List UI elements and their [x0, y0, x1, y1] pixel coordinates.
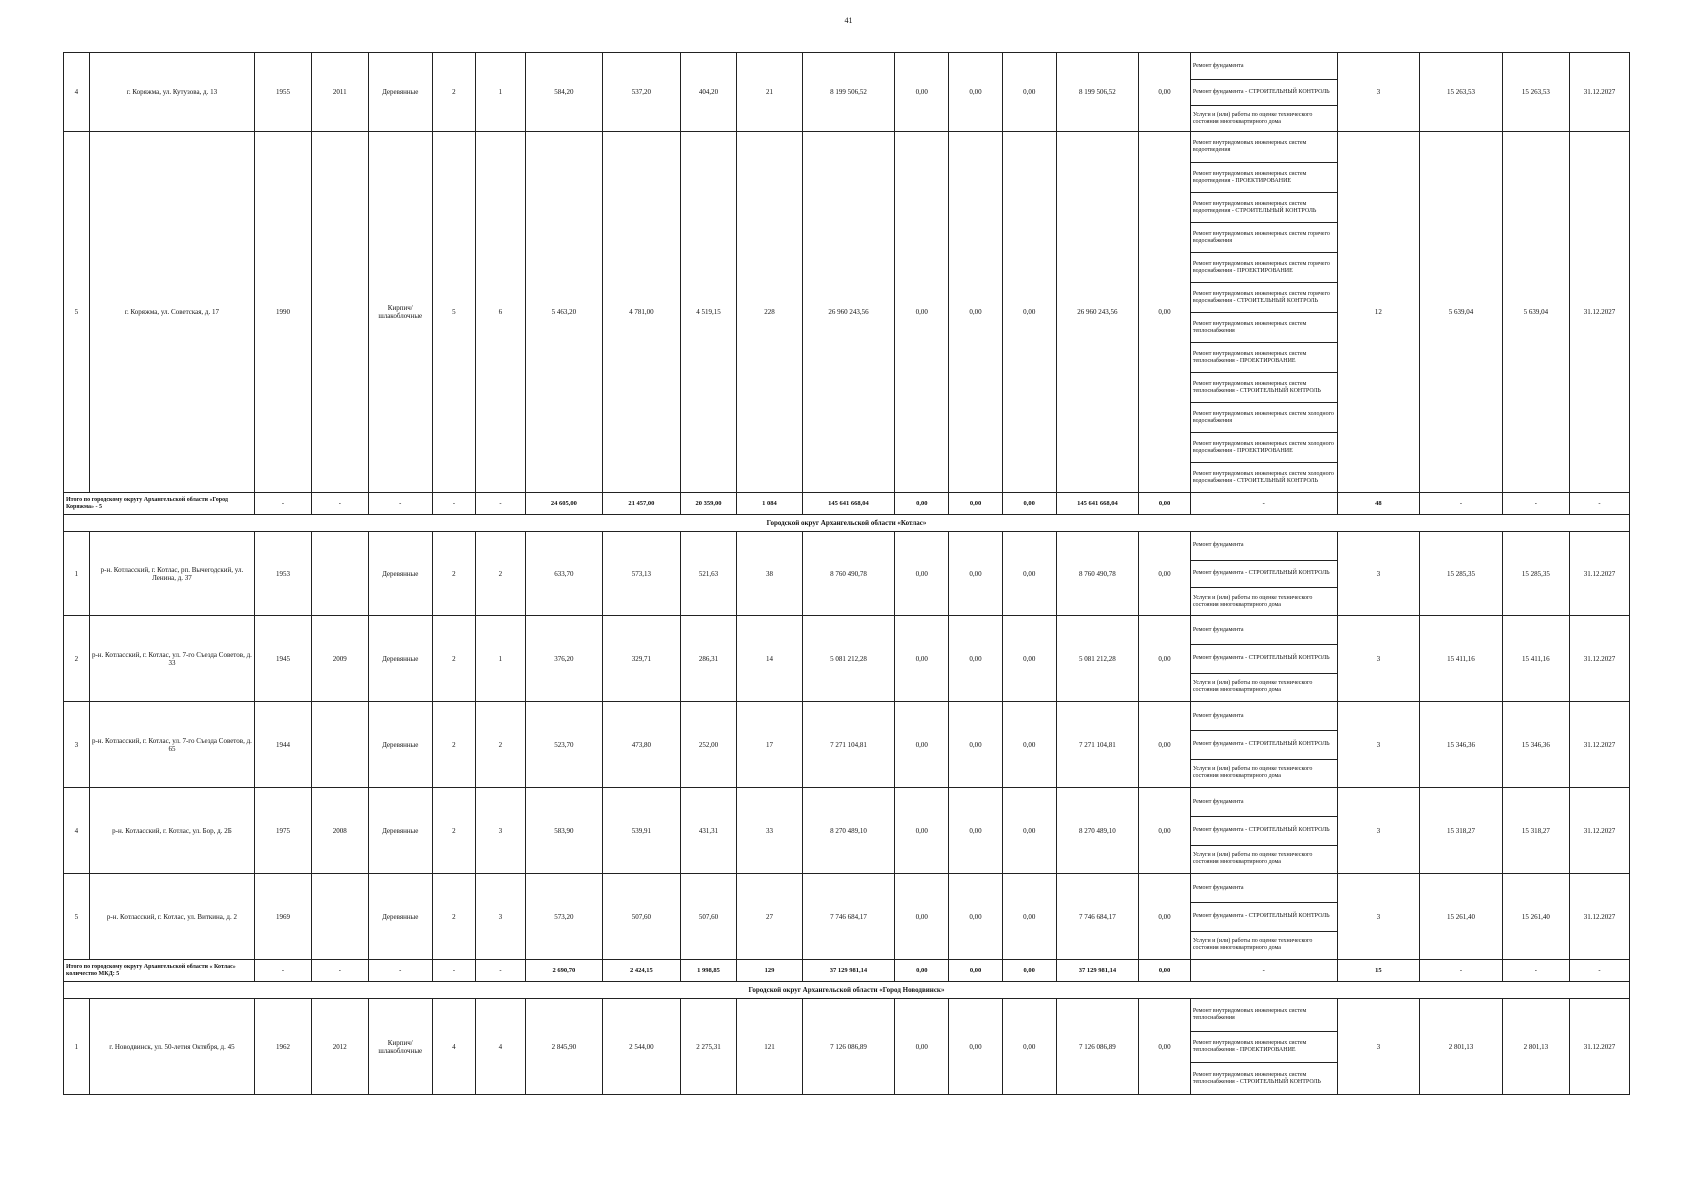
area-total: 2 845,90 [525, 999, 602, 1095]
deadline: 31.12.2027 [1569, 874, 1629, 960]
entrances: 3 [476, 788, 526, 874]
cost-limit: 5 639,04 [1502, 132, 1569, 493]
work-item: Ремонт внутридомовых инженерных систем теплоснабжения [1191, 312, 1337, 342]
work-count: 3 [1337, 532, 1420, 616]
cost-fund-2: 0,00 [949, 132, 1003, 493]
total-work-count: 48 [1337, 493, 1420, 515]
works-list-cell [1190, 53, 1337, 132]
cost-fund-1: 0,00 [895, 702, 949, 788]
year-renovated [311, 702, 368, 788]
total-row [64, 960, 1630, 982]
work-item: Услуги и (или) работы по оценке технического состояния многоквартирного дома [1191, 759, 1337, 787]
total-area-res: 1 998,85 [680, 960, 737, 982]
works-list [1191, 532, 1337, 615]
works-list-cell [1190, 132, 1337, 493]
works-list-cell [1190, 788, 1337, 874]
unit-cost: 15 346,36 [1420, 702, 1503, 788]
cost-fund-2: 0,00 [949, 788, 1003, 874]
cost-fund-3: 0,00 [1002, 532, 1056, 616]
empty-dash: - [476, 493, 526, 515]
work-item: Ремонт фундамента [1192, 884, 1244, 891]
total-label: Итого по городскому округу Архангельской области « Котлас» количество МКД: 5 [64, 960, 255, 982]
area-total: 584,20 [525, 53, 602, 132]
empty-dash: - [476, 960, 526, 982]
cost-total: 26 960 243,56 [802, 132, 895, 493]
deadline: 31.12.2027 [1569, 53, 1629, 132]
residents-count: 38 [737, 532, 802, 616]
work-item: Ремонт внутридомовых инженерных систем теплоснабжения - СТРОИТЕЛЬНЫЙ КОНТРОЛЬ [1191, 372, 1337, 402]
work-item: Ремонт внутридомовых инженерных систем горячего водоснабжения - СТРОИТЕЛЬНЫЙ КОНТРОЛЬ [1191, 282, 1337, 312]
work-item: Ремонт фундамента - СТРОИТЕЛЬНЫЙ КОНТРОЛЬ [1191, 79, 1337, 105]
cost-fund-4: 8 199 506,52 [1056, 53, 1139, 132]
work-item: Ремонт фундамента - СТРОИТЕЛЬНЫЙ КОНТРОЛЬ [1191, 644, 1337, 672]
year-renovated: 2012 [311, 999, 368, 1095]
work-item: Ремонт внутридомовых инженерных систем теплоснабжения - ПРОЕКТИРОВАНИЕ [1191, 342, 1337, 372]
entrances: 3 [476, 874, 526, 960]
total-c2: 0,00 [949, 960, 1003, 982]
area-total: 633,70 [525, 532, 602, 616]
work-item: Услуги и (или) работы по оценке технического состояния многоквартирного дома [1191, 845, 1337, 873]
cost-fund-3: 0,00 [1002, 788, 1056, 874]
work-item: Услуги и (или) работы по оценке технического состояния многоквартирного дома [1191, 931, 1337, 959]
cost-fund-5: 0,00 [1139, 999, 1191, 1095]
row-number: 4 [64, 788, 90, 874]
area-all-premises: 539,91 [603, 788, 680, 874]
cost-fund-1: 0,00 [895, 874, 949, 960]
table-row [64, 132, 1630, 493]
cost-limit: 2 801,13 [1502, 999, 1569, 1095]
empty-dash: - [1569, 960, 1629, 982]
work-item: Ремонт фундамента - СТРОИТЕЛЬНЫЙ КОНТРОЛЬ [1191, 902, 1337, 930]
row-number: 2 [64, 616, 90, 702]
residents-count: 27 [737, 874, 802, 960]
row-number: 1 [64, 532, 90, 616]
cost-total: 7 271 104,81 [802, 702, 895, 788]
cost-fund-4: 26 960 243,56 [1056, 132, 1139, 493]
cost-fund-2: 0,00 [949, 53, 1003, 132]
works-list [1191, 132, 1337, 492]
deadline: 31.12.2027 [1569, 616, 1629, 702]
work-item: Ремонт фундамента [1192, 542, 1244, 549]
floors: 2 [432, 53, 475, 132]
cost-total: 8 760 490,78 [802, 532, 895, 616]
cost-fund-5: 0,00 [1139, 874, 1191, 960]
empty-dash: - [1502, 493, 1569, 515]
total-area-all: 21 457,00 [603, 493, 680, 515]
floors: 2 [432, 532, 475, 616]
area-total: 583,90 [525, 788, 602, 874]
works-list [1191, 999, 1337, 1094]
total-c1: 0,00 [895, 493, 949, 515]
cost-fund-3: 0,00 [1002, 999, 1056, 1095]
area-all-premises: 329,71 [603, 616, 680, 702]
table-row [64, 532, 1630, 616]
floors: 4 [432, 999, 475, 1095]
entrances: 1 [476, 616, 526, 702]
area-residential: 431,31 [680, 788, 737, 874]
work-item: Услуги и (или) работы по оценке технического состояния многоквартирного дома [1191, 105, 1337, 131]
total-cost-total: 37 129 981,14 [802, 960, 895, 982]
work-count: 3 [1337, 999, 1420, 1095]
work-item: Ремонт внутридомовых инженерных систем водоотведения [1192, 140, 1307, 153]
total-c3: 0,00 [1002, 493, 1056, 515]
residents-count: 14 [737, 616, 802, 702]
total-row [64, 493, 1630, 515]
wall-material: Деревянные [368, 702, 432, 788]
entrances: 1 [476, 53, 526, 132]
unit-cost: 2 801,13 [1420, 999, 1503, 1095]
area-residential: 521,63 [680, 532, 737, 616]
work-item: Ремонт внутридомовых инженерных систем горячего водоснабжения - ПРОЕКТИРОВАНИЕ [1191, 252, 1337, 282]
work-item: Ремонт внутридомовых инженерных систем теплоснабжения - ПРОЕКТИРОВАНИЕ [1191, 1031, 1337, 1063]
work-item: Ремонт внутридомовых инженерных систем водоотведения - ПРОЕКТИРОВАНИЕ [1191, 162, 1337, 192]
work-item: Ремонт внутридомовых инженерных систем холодного водоснабжения - ПРОЕКТИРОВАНИЕ [1191, 432, 1337, 462]
work-item: Ремонт фундамента [1192, 62, 1244, 69]
cost-fund-5: 0,00 [1139, 132, 1191, 493]
wall-material: Деревянные [368, 532, 432, 616]
cost-fund-3: 0,00 [1002, 616, 1056, 702]
floors: 2 [432, 788, 475, 874]
residents-count: 228 [737, 132, 802, 493]
wall-material: Деревянные [368, 874, 432, 960]
work-count: 3 [1337, 702, 1420, 788]
cost-fund-5: 0,00 [1139, 702, 1191, 788]
floors: 5 [432, 132, 475, 493]
work-item: Ремонт внутридомовых инженерных систем холодного водоснабжения - СТРОИТЕЛЬНЫЙ КОНТРОЛЬ [1191, 462, 1337, 492]
wall-material: Деревянные [368, 616, 432, 702]
page-number: 41 [844, 16, 853, 25]
cost-fund-4: 7 126 086,89 [1056, 999, 1139, 1095]
work-count: 12 [1337, 132, 1420, 493]
entrances: 2 [476, 702, 526, 788]
work-count: 3 [1337, 53, 1420, 132]
work-item: Услуги и (или) работы по оценке технического состояния многоквартирного дома [1191, 673, 1337, 701]
unit-cost: 15 261,40 [1420, 874, 1503, 960]
total-area-total: 2 690,70 [525, 960, 602, 982]
empty-dash: - [1420, 493, 1503, 515]
cost-fund-3: 0,00 [1002, 702, 1056, 788]
year-renovated: 2008 [311, 788, 368, 874]
row-number: 4 [64, 53, 90, 132]
cost-fund-2: 0,00 [949, 874, 1003, 960]
area-residential: 252,00 [680, 702, 737, 788]
year-built: 1945 [255, 616, 312, 702]
wall-material: Деревянные [368, 788, 432, 874]
area-all-premises: 573,13 [603, 532, 680, 616]
table-row [64, 53, 1630, 132]
year-renovated: 2009 [311, 616, 368, 702]
cost-limit: 15 263,53 [1502, 53, 1569, 132]
year-renovated [311, 132, 368, 493]
empty-dash: - [432, 960, 475, 982]
cost-fund-5: 0,00 [1139, 53, 1191, 132]
cost-total: 8 270 489,10 [802, 788, 895, 874]
works-list [1191, 616, 1337, 701]
address: г. Новодвинск, ул. 50-летия Октября, д. 45 [89, 999, 254, 1095]
total-area-res: 20 359,00 [680, 493, 737, 515]
cost-fund-2: 0,00 [949, 616, 1003, 702]
total-residents: 129 [737, 960, 802, 982]
cost-fund-4: 7 746 684,17 [1056, 874, 1139, 960]
year-built: 1962 [255, 999, 312, 1095]
total-work-count: 15 [1337, 960, 1420, 982]
cost-total: 8 199 506,52 [802, 53, 895, 132]
address: г. Коряжма, ул. Кутузова, д. 13 [89, 53, 254, 132]
cost-fund-1: 0,00 [895, 53, 949, 132]
empty-dash: - [368, 493, 432, 515]
year-built: 1944 [255, 702, 312, 788]
entrances: 6 [476, 132, 526, 493]
cost-limit: 15 285,35 [1502, 532, 1569, 616]
work-item: Услуги и (или) работы по оценке технического состояния многоквартирного дома [1191, 587, 1337, 615]
works-list-cell [1190, 999, 1337, 1095]
work-item: Ремонт внутридомовых инженерных систем горячего водоснабжения [1191, 222, 1337, 252]
cost-total: 5 081 212,28 [802, 616, 895, 702]
work-count: 3 [1337, 874, 1420, 960]
row-number: 5 [64, 874, 90, 960]
area-total: 376,20 [525, 616, 602, 702]
area-total: 573,20 [525, 874, 602, 960]
cost-total: 7 746 684,17 [802, 874, 895, 960]
works-list [1191, 788, 1337, 873]
table-row [64, 874, 1630, 960]
deadline: 31.12.2027 [1569, 788, 1629, 874]
total-c2: 0,00 [949, 493, 1003, 515]
area-total: 5 463,20 [525, 132, 602, 493]
table-row [64, 702, 1630, 788]
area-residential: 2 275,31 [680, 999, 737, 1095]
work-count: 3 [1337, 616, 1420, 702]
work-count: 3 [1337, 788, 1420, 874]
works-list-cell [1190, 874, 1337, 960]
residents-count: 121 [737, 999, 802, 1095]
total-c5: 0,00 [1139, 493, 1191, 515]
address: р-н. Котласский, г. Котлас, рп. Вычегодский, ул. Ленина, д. 37 [89, 532, 254, 616]
cost-fund-5: 0,00 [1139, 616, 1191, 702]
total-residents: 1 084 [737, 493, 802, 515]
empty-dash: - [432, 493, 475, 515]
works-list [1191, 874, 1337, 959]
cost-fund-2: 0,00 [949, 999, 1003, 1095]
cost-fund-3: 0,00 [1002, 53, 1056, 132]
area-all-premises: 537,20 [603, 53, 680, 132]
empty-dash: - [1190, 493, 1337, 515]
work-item: Ремонт фундамента - СТРОИТЕЛЬНЫЙ КОНТРОЛЬ [1191, 730, 1337, 758]
section-header-row [64, 515, 1630, 532]
works-list [1191, 53, 1337, 131]
section-title: Городской округ Архангельской области «Котлас» [64, 515, 1630, 532]
cost-fund-1: 0,00 [895, 616, 949, 702]
wall-material: Кирпич/ шлакоблочные [368, 132, 432, 493]
address: р-н. Котласский, г. Котлас, ул. 7-го Съезда Советов, д. 33 [89, 616, 254, 702]
cost-total: 7 126 086,89 [802, 999, 895, 1095]
works-list-cell [1190, 616, 1337, 702]
year-built: 1969 [255, 874, 312, 960]
area-residential: 507,60 [680, 874, 737, 960]
total-c1: 0,00 [895, 960, 949, 982]
deadline: 31.12.2027 [1569, 532, 1629, 616]
total-cost-total: 145 641 668,04 [802, 493, 895, 515]
area-residential: 4 519,15 [680, 132, 737, 493]
area-all-premises: 2 544,00 [603, 999, 680, 1095]
empty-dash: - [311, 960, 368, 982]
table-row [64, 999, 1630, 1095]
year-renovated [311, 874, 368, 960]
total-c4: 37 129 981,14 [1056, 960, 1139, 982]
unit-cost: 15 318,27 [1420, 788, 1503, 874]
total-c4: 145 641 668,04 [1056, 493, 1139, 515]
section-header-row [64, 982, 1630, 999]
address: р-н. Котласский, г. Котлас, ул. Виткина, д. 2 [89, 874, 254, 960]
floors: 2 [432, 702, 475, 788]
deadline: 31.12.2027 [1569, 132, 1629, 493]
floors: 2 [432, 616, 475, 702]
empty-dash: - [255, 960, 312, 982]
work-item: Ремонт фундамента [1192, 626, 1244, 633]
work-item: Ремонт фундамента [1192, 712, 1244, 719]
empty-dash: - [368, 960, 432, 982]
address: р-н. Котласский, г. Котлас, ул. Бор, д. 2Б [89, 788, 254, 874]
unit-cost: 5 639,04 [1420, 132, 1503, 493]
deadline: 31.12.2027 [1569, 702, 1629, 788]
cost-fund-5: 0,00 [1139, 788, 1191, 874]
total-area-all: 2 424,15 [603, 960, 680, 982]
empty-dash: - [1420, 960, 1503, 982]
cost-fund-1: 0,00 [895, 788, 949, 874]
work-item: Ремонт фундамента [1192, 798, 1244, 805]
area-all-premises: 4 781,00 [603, 132, 680, 493]
empty-dash: - [311, 493, 368, 515]
total-area-total: 24 605,00 [525, 493, 602, 515]
area-all-premises: 473,80 [603, 702, 680, 788]
empty-dash: - [1502, 960, 1569, 982]
year-built: 1955 [255, 53, 312, 132]
work-item: Ремонт внутридомовых инженерных систем теплоснабжения - СТРОИТЕЛЬНЫЙ КОНТРОЛЬ [1191, 1062, 1337, 1094]
area-total: 523,70 [525, 702, 602, 788]
work-item: Ремонт внутридомовых инженерных систем теплоснабжения [1192, 1007, 1307, 1021]
cost-fund-5: 0,00 [1139, 532, 1191, 616]
entrances: 2 [476, 532, 526, 616]
works-list-cell [1190, 532, 1337, 616]
unit-cost: 15 285,35 [1420, 532, 1503, 616]
unit-cost: 15 263,53 [1420, 53, 1503, 132]
row-number: 3 [64, 702, 90, 788]
total-c5: 0,00 [1139, 960, 1191, 982]
cost-fund-4: 8 270 489,10 [1056, 788, 1139, 874]
area-residential: 286,31 [680, 616, 737, 702]
empty-dash: - [1190, 960, 1337, 982]
year-built: 1975 [255, 788, 312, 874]
total-label: Итого по городскому округу Архангельской области «Город Коряжма» - 5 [64, 493, 255, 515]
cost-fund-4: 7 271 104,81 [1056, 702, 1139, 788]
work-item: Ремонт фундамента - СТРОИТЕЛЬНЫЙ КОНТРОЛЬ [1191, 816, 1337, 844]
address: р-н. Котласский, г. Котлас, ул. 7-го Съезда Советов, д. 65 [89, 702, 254, 788]
cost-fund-4: 8 760 490,78 [1056, 532, 1139, 616]
work-item: Ремонт внутридомовых инженерных систем водоотведения - СТРОИТЕЛЬНЫЙ КОНТРОЛЬ [1191, 192, 1337, 222]
wall-material: Деревянные [368, 53, 432, 132]
work-item: Ремонт внутридомовых инженерных систем холодного водоснабжения [1191, 402, 1337, 432]
area-all-premises: 507,60 [603, 874, 680, 960]
residents-count: 17 [737, 702, 802, 788]
year-renovated: 2011 [311, 53, 368, 132]
work-item: Ремонт фундамента - СТРОИТЕЛЬНЫЙ КОНТРОЛЬ [1191, 560, 1337, 588]
residents-count: 21 [737, 53, 802, 132]
cost-fund-1: 0,00 [895, 999, 949, 1095]
total-c3: 0,00 [1002, 960, 1056, 982]
year-renovated [311, 532, 368, 616]
row-number: 1 [64, 999, 90, 1095]
section-title: Городской округ Архангельской области «Город Новодвинск» [64, 982, 1630, 999]
unit-cost: 15 411,16 [1420, 616, 1503, 702]
empty-dash: - [1569, 493, 1629, 515]
cost-limit: 15 261,40 [1502, 874, 1569, 960]
floors: 2 [432, 874, 475, 960]
address: г. Коряжма, ул. Советская, д. 17 [89, 132, 254, 493]
cost-limit: 15 346,36 [1502, 702, 1569, 788]
wall-material: Кирпич/ шлакоблочные [368, 999, 432, 1095]
table-row [64, 616, 1630, 702]
year-built: 1990 [255, 132, 312, 493]
row-number: 5 [64, 132, 90, 493]
works-list [1191, 702, 1337, 787]
cost-limit: 15 318,27 [1502, 788, 1569, 874]
cost-fund-3: 0,00 [1002, 874, 1056, 960]
cost-fund-2: 0,00 [949, 702, 1003, 788]
cost-fund-3: 0,00 [1002, 132, 1056, 493]
entrances: 4 [476, 999, 526, 1095]
empty-dash: - [255, 493, 312, 515]
capital-repair-table [63, 52, 1630, 1095]
area-residential: 404,20 [680, 53, 737, 132]
cost-fund-4: 5 081 212,28 [1056, 616, 1139, 702]
cost-fund-2: 0,00 [949, 532, 1003, 616]
residents-count: 33 [737, 788, 802, 874]
deadline: 31.12.2027 [1569, 999, 1629, 1095]
table-row [64, 788, 1630, 874]
works-list-cell [1190, 702, 1337, 788]
cost-limit: 15 411,16 [1502, 616, 1569, 702]
cost-fund-1: 0,00 [895, 532, 949, 616]
cost-fund-1: 0,00 [895, 132, 949, 493]
year-built: 1953 [255, 532, 312, 616]
